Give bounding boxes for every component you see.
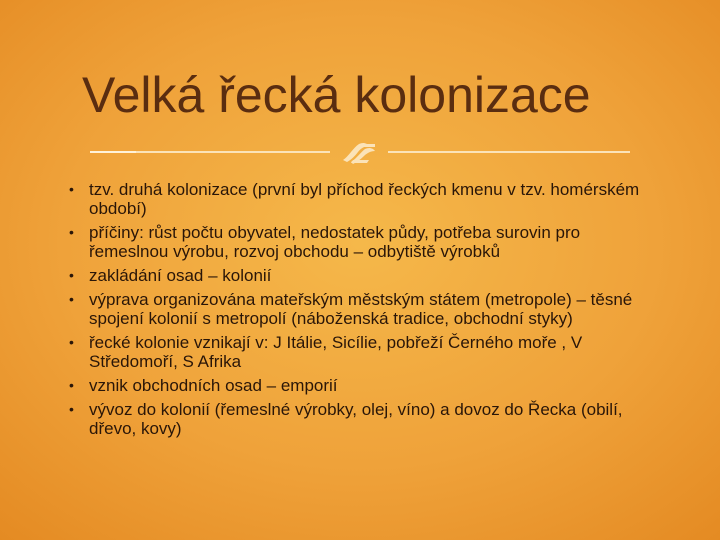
list-item-text: vznik obchodních osad – emporií <box>89 376 338 395</box>
list-item <box>64 266 664 285</box>
bullet-icon: • <box>69 401 74 417</box>
list-item <box>64 333 664 371</box>
list-item-text: příčiny: růst počtu obyvatel, nedostatek půdy, potřeba surovin pro řemeslnou výrobu, rozvoj obchodu – odbytiště výrobků <box>89 223 581 261</box>
list-item-text: výprava organizována mateřským městským státem (metropole) – těsné spojení kolonií s metropolí (náboženská tradice, obchodní styky) <box>89 290 633 328</box>
list-item-text: tzv. druhá kolonizace (první byl příchod řeckých kmenu v tzv. homérském období) <box>89 180 640 218</box>
bullet-icon: • <box>69 377 74 393</box>
divider-line-highlight <box>90 151 136 153</box>
list-item <box>64 223 664 261</box>
bullet-icon: • <box>69 224 74 240</box>
bullet-icon: • <box>69 181 74 197</box>
bullet-list <box>64 180 664 443</box>
list-item <box>64 400 664 438</box>
scroll-ornament-icon <box>339 138 381 166</box>
slide-title: Velká řecká kolonizace <box>82 67 591 123</box>
list-item <box>64 376 664 395</box>
list-item <box>64 290 664 328</box>
bullet-icon: • <box>69 267 74 283</box>
list-item-text: vývoz do kolonií (řemeslné výrobky, olej, víno) a dovoz do Řecka (obilí, dřevo, kovy) <box>89 400 623 438</box>
list-item <box>64 180 664 218</box>
bullet-icon: • <box>69 291 74 307</box>
list-item-text: řecké kolonie vznikají v: J Itálie, Sicílie, pobřeží Černého moře , V Středomoří, S Afrika <box>89 333 583 371</box>
list-item-text: zakládání osad – kolonií <box>89 266 272 285</box>
title-divider <box>90 138 630 166</box>
divider-line-right <box>388 151 630 153</box>
bullet-icon: • <box>69 334 74 350</box>
